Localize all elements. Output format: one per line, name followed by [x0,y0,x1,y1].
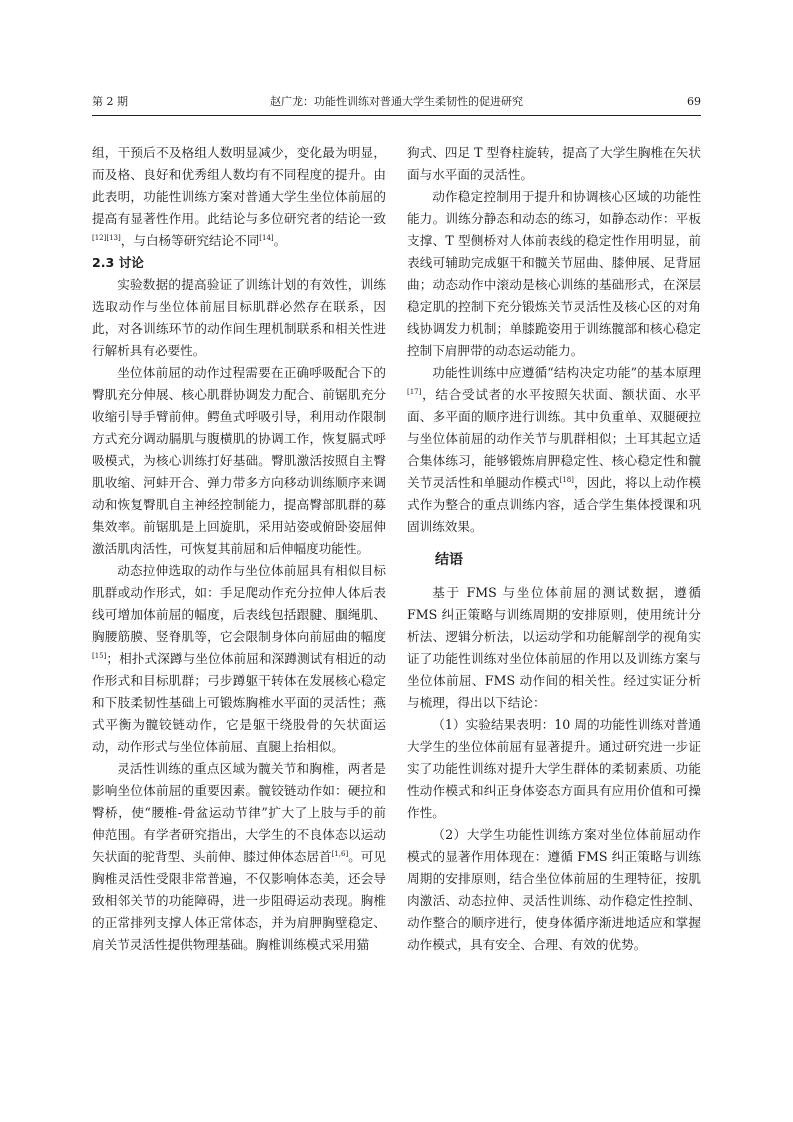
paragraph: 实验数据的提高验证了训练计划的有效性，训练选取动作与坐位体前屈目标肌群必然存在联系，因此，对各训练环节的动作间生理机制联系和相关性进行解析具有必要性。 [92,277,386,358]
issue-number: 第 2 期 [92,95,128,108]
right-column [407,142,701,956]
paragraph: 坐位体前屈的动作过程需要在正确呼吸配合下的臀肌充分伸展、核心肌群协调发力配合、前锯肌充分收缩引导手臂前伸。鳄鱼式呼吸引导，利用动作限制方式充分调动膈肌与腹横肌的协调工作，恢复膈式呼吸模式，为核心训练打好基础。臀肌激活按照自主臀肌收缩、河蚌开合、弹力带多方向移动训练顺序来调动和恢复臀肌自主神经控制能力，提高臀部肌群的募集效率。前锯肌是上回旋肌，采用站姿或俯卧姿屈伸激活肌肉活性，可恢复其前屈和后伸幅度功能性。 [92,365,386,556]
paragraph: 动态拉伸选取的动作与坐位体前屈具有相似目标肌群或动作形式，如：手足爬动作充分拉伸人体后表线可增加体前屈的幅度，后表线包括跟腱、腘绳肌、胸腰筋膜、竖脊肌等，它会限制身体向前屈曲的幅度[15]；相扑式深蹲与坐位体前屈和深蹲测试有相近的动作形式和目标肌群；弓步蹲躯干转体在发展核心稳定和下肢柔韧性基础上可锻炼胸椎水平面的灵活性；燕式平衡为髋铰链动作，它是躯干绕股骨的矢状面运动，动作形式与坐位体前屈、直腿上抬相似。 [92,563,386,754]
paragraph: （2）大学生功能性训练方案对坐位体前屈动作模式的显著作用体现在：遵循 FMS 纠正策略与训练周期的安排原则，结合坐位体前屈的生理特征，按肌肉激活、动态拉伸、灵活性训练、动作稳定性控制、动作整合的顺序进行，使身体循序渐进地适应和掌握动作模式，具有安全、合理、有效的优势。 [407,827,701,952]
header-rule [92,115,701,116]
running-header [92,94,701,110]
paragraph: 功能性训练中应遵循“结构决定功能”的基本原理[17]，结合受试者的水平按照矢状面、额状面、水平面、多平面的顺序进行训练。其中负重单、双腿硬拉与坐位体前屈的动作关节与肌群相似；土耳其起立适合集体练习，能够锻炼肩胛稳定性、核心稳定性和髋关节灵活性和单腿动作模式[18]，因此，将以上动作模式作为整合的重点训练内容，适合学生集体授课和巩固训练效果。 [407,365,702,534]
citation: [18] [559,475,574,484]
citation: [14] [259,233,274,242]
paragraph: （1）实验结果表明：10 周的功能性训练对普通大学生的坐位体前屈有显著提升。通过研究进一步证实了功能性训练对提升大学生群体的柔韧素质、功能性动作模式和纠正身体姿态方面具有应用价值和可操作性。 [407,717,701,820]
paragraph: 基于 FMS 与坐位体前屈的测试数据，遵循 FMS 纠正策略与训练周期的安排原则，使用统计分析法、逻辑分析法，以运动学和功能解剖学的视角实证了功能性训练对坐位体前屈的作用以及训练方案与坐位体前屈、FMS 动作间的相关性。经过实证分析与梳理，得出以下结论： [407,585,701,710]
paragraph: 动作稳定控制用于提升和协调核心区域的功能性能力。训练分静态和动态的练习，如静态动作：平板支撑、T 型侧桥对人体前表线的稳定性作用明显，前表线可辅助完成躯干和髋关节屈曲、膝伸展、足背屈曲；动态动作中滚动是核心训练的基础形式，在深层稳定肌的控制下充分锻炼关节灵活性及核心区的对角线协调发力机制；单膝跪姿用于训练髋部和核心稳定控制下肩胛带的动态运动能力。 [407,189,701,358]
paragraph: 狗式、四足 T 型脊柱旋转，提高了大学生胸椎在矢状面与水平面的灵活性。 [407,145,701,182]
citation: [17] [407,387,422,396]
paragraph: 组，干预后不及格组人数明显减少，变化最为明显，而及格、良好和优秀组人数均有不同程度的提升。由此表明，功能性训练方案对普通大学生坐位体前屈的提高有显著性作用。此结论与多位研究者的结论一致[12][13]，与白杨等研究结论不同[14]。 [92,145,386,248]
page-number: 69 [687,95,701,108]
conclusion-heading: 结语 [435,552,463,568]
section-heading: 2.3 讨论 [92,255,144,270]
running-title: 赵广龙：功能性训练对普通大学生柔韧性的促进研究 [270,95,523,108]
citation: [1,6] [331,849,349,858]
left-column [92,142,386,956]
citation: [15] [92,651,107,660]
paragraph: 灵活性训练的重点区域为髋关节和胸椎，两者是影响坐位体前屈的重要因素。髋铰链动作如：硬拉和臀桥，使“腰椎-骨盆运动节律”扩大了上肢与手的前伸范围。有学者研究指出，大学生的不良体态以运动矢状面的驼背型、头前伸、膝过伸体态居首[1,6]。可见胸椎灵活性受限非常普遍，不仅影响体态美，还会导致相邻关节的功能障碍，进一步阻碍运动表现。胸椎的正常排列支撑人体正常体态，并为肩胛胸壁稳定、肩关节灵活性提供物理基础。胸椎训练模式采用猫 [92,761,387,952]
citation: [12][13] [92,233,121,242]
